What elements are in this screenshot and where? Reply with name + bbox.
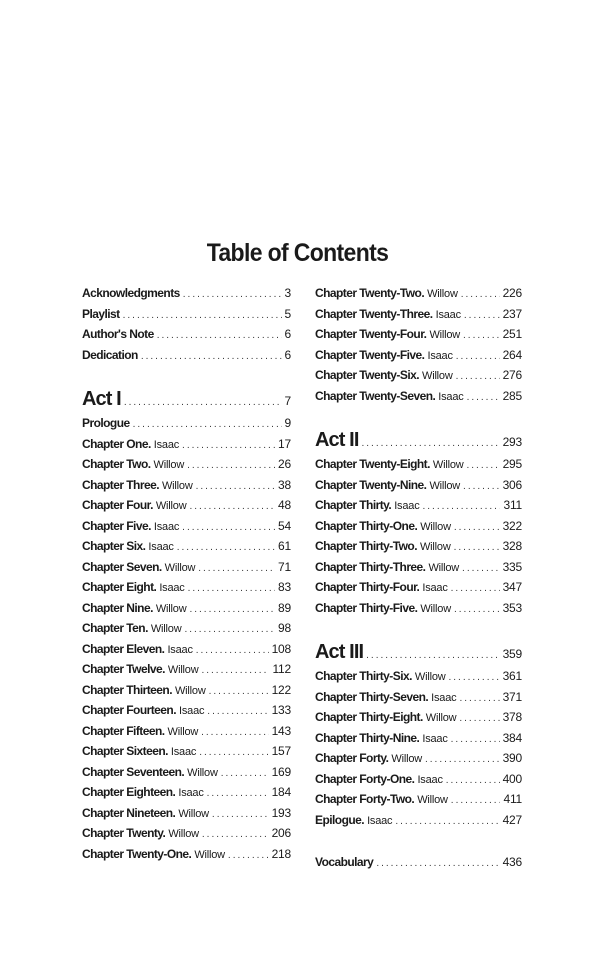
narrator-name: Isaac — [159, 582, 185, 594]
narrator-name: Isaac — [153, 520, 180, 533]
toc-entry-title: Chapter Thirty-Eight. — [315, 710, 423, 724]
dot-leader — [201, 661, 269, 680]
narrator-name: Willow — [155, 602, 187, 615]
narrator-name: Willow — [150, 623, 182, 635]
dot-leader — [184, 620, 275, 639]
dot-leader — [183, 285, 282, 304]
dot-leader — [196, 477, 275, 496]
toc-entry[interactable] — [82, 844, 291, 865]
dot-leader — [463, 477, 500, 496]
narrator-name: Willow — [414, 671, 446, 683]
toc-page-number: 293 — [502, 435, 522, 449]
toc-page-number: 436 — [502, 855, 522, 869]
toc-page-number: 7 — [284, 394, 291, 408]
toc-page-number: 9 — [284, 416, 291, 430]
narrator-name: Willow — [427, 288, 458, 300]
toc-entry-title: Chapter Twenty-Six. — [315, 368, 420, 382]
dot-leader — [451, 791, 501, 810]
narrator-name: Willow — [155, 500, 187, 512]
toc-page-number: 285 — [502, 388, 522, 403]
narrator-name: Willow — [153, 459, 185, 471]
toc-entry[interactable] — [82, 741, 291, 762]
toc-page-number: 38 — [278, 477, 291, 492]
narrator-name: Willow — [194, 848, 225, 861]
toc-entry-title: Chapter Eighteen. — [82, 785, 176, 799]
dot-leader — [177, 538, 275, 557]
toc-entry-title: Chapter Thirty-One. — [315, 518, 418, 533]
toc-page-number: 54 — [278, 518, 291, 533]
narrator-name: Willow — [422, 370, 453, 382]
toc-entry-title: Chapter Twenty-Five. — [315, 347, 425, 362]
toc-entry[interactable] — [82, 434, 291, 455]
narrator-name: Isaac — [431, 691, 457, 704]
toc-page-number: 108 — [271, 641, 291, 656]
act-title: Act II — [315, 429, 359, 451]
dot-leader — [425, 750, 500, 769]
dot-leader — [446, 771, 500, 790]
toc-page-number: 347 — [502, 580, 522, 594]
toc-entry-title: Vocabulary — [315, 855, 374, 869]
narrator-name: Isaac — [417, 773, 443, 786]
toc-entry-title: Chapter Seven. — [82, 559, 162, 574]
narrator-name: Isaac — [422, 582, 448, 594]
toc-entry[interactable] — [82, 454, 291, 475]
dot-leader — [423, 497, 501, 516]
toc-page-number: 3 — [284, 286, 291, 300]
dot-leader — [202, 825, 269, 844]
toc-entry[interactable] — [82, 639, 291, 660]
dot-leader — [124, 389, 282, 413]
toc-page-number: 226 — [502, 286, 522, 300]
toc-page-number: 133 — [271, 703, 291, 717]
toc-page-number: 17 — [278, 436, 291, 451]
toc-entry[interactable] — [82, 283, 291, 304]
dot-leader — [201, 723, 268, 742]
toc-entry-title: Chapter Forty. — [315, 751, 389, 765]
toc-entry-title: Chapter Sixteen. — [82, 744, 168, 758]
toc-entry-title: Chapter One. — [82, 436, 151, 451]
dot-leader — [189, 497, 275, 516]
narrator-name: Isaac — [438, 390, 464, 403]
toc-entry[interactable] — [315, 536, 522, 557]
dot-leader — [198, 559, 275, 578]
toc-page-number: 251 — [502, 327, 522, 341]
toc-entry[interactable] — [315, 769, 522, 790]
toc-page-number: 306 — [502, 477, 522, 492]
section-gap — [315, 830, 522, 852]
toc-page-number: 427 — [502, 812, 522, 827]
toc-entry-title: Chapter Two. — [82, 457, 151, 471]
toc-act-heading[interactable] — [315, 638, 522, 666]
dot-leader — [459, 689, 499, 708]
narrator-name: Willow — [167, 725, 199, 738]
narrator-name: Isaac — [170, 746, 197, 758]
dot-leader — [157, 326, 282, 345]
toc-entry[interactable] — [82, 557, 291, 578]
toc-page-number: 5 — [284, 306, 291, 321]
toc-page-number: 193 — [271, 805, 291, 820]
narrator-name: Willow — [167, 664, 199, 676]
toc-entry[interactable] — [315, 304, 522, 325]
toc-page-number: 218 — [271, 846, 291, 861]
toc-entry[interactable] — [82, 721, 291, 742]
dot-leader — [454, 538, 500, 557]
toc-entry[interactable] — [315, 516, 522, 537]
toc-page-number: 48 — [278, 498, 291, 512]
toc-entry[interactable] — [82, 577, 291, 598]
toc-page-number: 264 — [502, 347, 522, 362]
toc-page-number: 390 — [502, 751, 522, 765]
dot-leader — [182, 436, 275, 455]
dot-leader — [448, 668, 499, 687]
toc-page-number: 400 — [502, 771, 522, 786]
toc-entry-title: Chapter Forty-Two. — [315, 792, 415, 806]
narrator-name: Willow — [420, 520, 451, 533]
toc-column-left — [82, 283, 291, 864]
narrator-name: Isaac — [179, 705, 205, 717]
toc-entry-title: Chapter Eleven. — [82, 641, 165, 656]
toc-page-number: 6 — [284, 347, 291, 362]
toc-entry-title: Chapter Twenty-Eight. — [315, 457, 430, 471]
toc-entry[interactable] — [82, 413, 291, 434]
toc-entry[interactable] — [315, 475, 522, 496]
section-gap — [315, 618, 522, 638]
narrator-name: Willow — [178, 807, 209, 820]
narrator-name: Isaac — [427, 349, 453, 362]
narrator-name: Willow — [168, 828, 199, 840]
toc-page-number: 311 — [503, 498, 522, 512]
toc-entry[interactable] — [315, 283, 522, 304]
narrator-name: Willow — [429, 329, 461, 341]
dot-leader — [207, 702, 268, 721]
toc-entry-title: Chapter Three. — [82, 477, 159, 492]
toc-page-number: 328 — [502, 539, 522, 553]
toc-page-number: 384 — [502, 730, 522, 745]
toc-entry-title: Chapter Thirty-Nine. — [315, 730, 420, 745]
toc-page-number: 71 — [278, 559, 291, 574]
toc-page-number: 378 — [502, 710, 522, 724]
narrator-name: Willow — [429, 479, 461, 492]
toc-entry-title: Acknowledgments — [82, 286, 180, 300]
dot-leader — [189, 600, 275, 619]
narrator-name: Willow — [420, 541, 451, 553]
dot-leader — [467, 388, 500, 407]
toc-entry[interactable] — [82, 324, 291, 345]
dot-leader — [456, 347, 500, 366]
page-title: Table of Contents — [206, 238, 389, 267]
toc-entry-title: Chapter Twenty-Four. — [315, 327, 427, 341]
toc-entry[interactable] — [315, 495, 522, 516]
dot-leader — [362, 430, 500, 454]
toc-entry-title: Chapter Twenty-Seven. — [315, 388, 436, 403]
toc-page-number: 89 — [278, 600, 291, 615]
dot-leader — [462, 559, 500, 578]
dot-leader — [188, 579, 275, 598]
toc-entry[interactable] — [315, 707, 522, 728]
act-title: Act III — [315, 641, 364, 663]
narrator-name: Isaac — [153, 438, 180, 451]
toc-page-number: 143 — [271, 723, 291, 738]
act-title: Act I — [82, 388, 121, 410]
toc-entry-title: Author's Note — [82, 327, 154, 341]
toc-entry-title: Dedication — [82, 347, 138, 362]
toc-entry[interactable] — [315, 687, 522, 708]
dot-leader — [141, 347, 282, 366]
toc-page-number: 6 — [284, 327, 291, 341]
toc-entry-title: Chapter Thirty-Four. — [315, 580, 420, 594]
toc-page-number: 411 — [503, 792, 522, 806]
toc-entry[interactable] — [82, 823, 291, 844]
dot-leader — [464, 306, 500, 325]
dot-leader — [207, 784, 269, 803]
toc-page-number: 237 — [502, 306, 522, 321]
dot-leader — [461, 285, 500, 304]
narrator-name: Isaac — [178, 787, 204, 799]
dot-leader — [456, 367, 500, 386]
dot-leader — [182, 518, 275, 537]
toc-entry[interactable] — [315, 386, 522, 407]
toc-entry[interactable] — [82, 680, 291, 701]
toc-page-number: 353 — [502, 600, 522, 615]
toc-entry[interactable] — [82, 659, 291, 680]
toc-entry[interactable] — [315, 598, 522, 619]
dot-leader — [133, 415, 282, 434]
toc-entry[interactable] — [315, 728, 522, 749]
toc-entry[interactable] — [315, 345, 522, 366]
toc-entry[interactable] — [315, 789, 522, 810]
toc-entry-title: Chapter Nineteen. — [82, 805, 176, 820]
toc-page-number: 361 — [502, 669, 522, 683]
toc-entry-title: Chapter Twenty-One. — [82, 846, 192, 861]
toc-entry-title: Chapter Six. — [82, 539, 146, 553]
toc-entry[interactable] — [315, 666, 522, 687]
toc-entry-title: Chapter Eight. — [82, 580, 157, 594]
narrator-name: Willow — [162, 479, 193, 492]
toc-page-number: 26 — [278, 457, 291, 471]
toc-page-number: 61 — [278, 539, 291, 553]
narrator-name: Willow — [428, 561, 460, 574]
toc-page-number: 98 — [278, 621, 291, 635]
toc-page-number: 359 — [502, 647, 522, 661]
toc-entry-title: Chapter Thirty. — [315, 498, 392, 512]
toc-page-number: 169 — [271, 764, 291, 779]
dot-leader — [459, 709, 499, 728]
narrator-name: Isaac — [394, 500, 420, 512]
toc-entry[interactable] — [315, 454, 522, 475]
toc-entry[interactable] — [82, 803, 291, 824]
toc-entry-title: Chapter Thirty-Two. — [315, 539, 417, 553]
toc-entry-title: Chapter Seventeen. — [82, 764, 185, 779]
toc-act-heading[interactable] — [315, 426, 522, 454]
dot-leader — [212, 805, 269, 824]
toc-entry-title: Epilogue. — [315, 812, 365, 827]
toc-page-number: 83 — [278, 580, 291, 594]
toc-entry[interactable] — [82, 345, 291, 366]
section-gap — [82, 365, 291, 385]
toc-entry[interactable] — [315, 852, 522, 873]
toc-entry-title: Chapter Five. — [82, 518, 151, 533]
toc-entry[interactable] — [82, 304, 291, 325]
toc-entry-title: Prologue — [82, 416, 130, 430]
dot-leader — [187, 456, 275, 475]
dot-leader — [376, 854, 499, 873]
toc-entry[interactable] — [82, 475, 291, 496]
narrator-name: Isaac — [367, 814, 393, 827]
dot-leader — [395, 812, 499, 831]
toc-entry[interactable] — [82, 618, 291, 639]
toc-entry[interactable] — [315, 577, 522, 598]
toc-page-number: 112 — [272, 662, 291, 676]
dot-leader — [196, 641, 269, 660]
narrator-name: Isaac — [167, 643, 193, 656]
toc-entry-title: Chapter Thirty-Seven. — [315, 689, 429, 704]
narrator-name: Isaac — [435, 308, 461, 321]
toc-entry-title: Chapter Thirteen. — [82, 682, 172, 697]
toc-page-number: 295 — [502, 457, 522, 471]
toc-entry[interactable] — [82, 536, 291, 557]
section-gap — [315, 406, 522, 426]
narrator-name: Willow — [420, 602, 451, 615]
toc-entry[interactable] — [315, 810, 522, 831]
toc-entry-title: Chapter Fourteen. — [82, 703, 176, 717]
dot-leader — [228, 846, 269, 865]
toc-entry[interactable] — [315, 365, 522, 386]
toc-entry-title: Chapter Ten. — [82, 621, 148, 635]
toc-entry[interactable] — [315, 557, 522, 578]
toc-entry-title: Chapter Twenty-Three. — [315, 306, 433, 321]
narrator-name: Willow — [417, 794, 448, 806]
toc-entry-title: Chapter Fifteen. — [82, 723, 165, 738]
toc-entry[interactable] — [315, 748, 522, 769]
toc-page-number: 157 — [271, 744, 291, 758]
toc-column-right — [315, 283, 522, 873]
dot-leader — [221, 764, 269, 783]
dot-leader — [454, 600, 500, 619]
narrator-name: Willow — [164, 561, 196, 574]
dot-leader — [454, 518, 500, 537]
toc-entry-title: Chapter Thirty-Six. — [315, 669, 412, 683]
toc-entry[interactable] — [82, 516, 291, 537]
narrator-name: Willow — [432, 459, 464, 471]
dot-leader — [463, 326, 500, 345]
dot-leader — [123, 306, 282, 325]
toc-entry[interactable] — [82, 598, 291, 619]
toc-page-number: 184 — [271, 785, 291, 799]
toc-page-number: 122 — [271, 682, 291, 697]
narrator-name: Willow — [175, 684, 206, 697]
dot-leader — [366, 642, 499, 666]
toc-entry[interactable] — [82, 762, 291, 783]
toc-entry-title: Chapter Thirty-Three. — [315, 559, 426, 574]
toc-entry-title: Chapter Nine. — [82, 600, 153, 615]
toc-page-number: 206 — [271, 826, 291, 840]
narrator-name: Willow — [391, 753, 422, 765]
toc-entry[interactable] — [82, 495, 291, 516]
narrator-name: Willow — [187, 766, 218, 779]
dot-leader — [451, 579, 500, 598]
narrator-name: Isaac — [148, 541, 174, 553]
dot-leader — [209, 682, 269, 701]
toc-entry-title: Chapter Twelve. — [82, 662, 165, 676]
toc-entry-title: Chapter Twenty-Nine. — [315, 477, 427, 492]
toc-entry-title: Chapter Twenty. — [82, 826, 166, 840]
dot-leader — [451, 730, 500, 749]
toc-page-number: 322 — [502, 518, 522, 533]
toc-entry-title: Chapter Forty-One. — [315, 771, 415, 786]
toc-entry-title: Chapter Thirty-Five. — [315, 600, 418, 615]
toc-page-number: 335 — [502, 559, 522, 574]
dot-leader — [199, 743, 268, 762]
toc-entry[interactable] — [82, 700, 291, 721]
narrator-name: Isaac — [422, 732, 448, 745]
toc-entry-title: Chapter Four. — [82, 498, 153, 512]
toc-entry[interactable] — [315, 324, 522, 345]
toc-entry-title: Playlist — [82, 306, 120, 321]
toc-page-number: 371 — [502, 689, 522, 704]
toc-entry-title: Chapter Twenty-Two. — [315, 286, 425, 300]
toc-entry[interactable] — [82, 782, 291, 803]
toc-page-number: 276 — [502, 368, 522, 382]
narrator-name: Willow — [425, 712, 457, 724]
toc-act-heading[interactable] — [82, 385, 291, 413]
dot-leader — [466, 456, 499, 475]
